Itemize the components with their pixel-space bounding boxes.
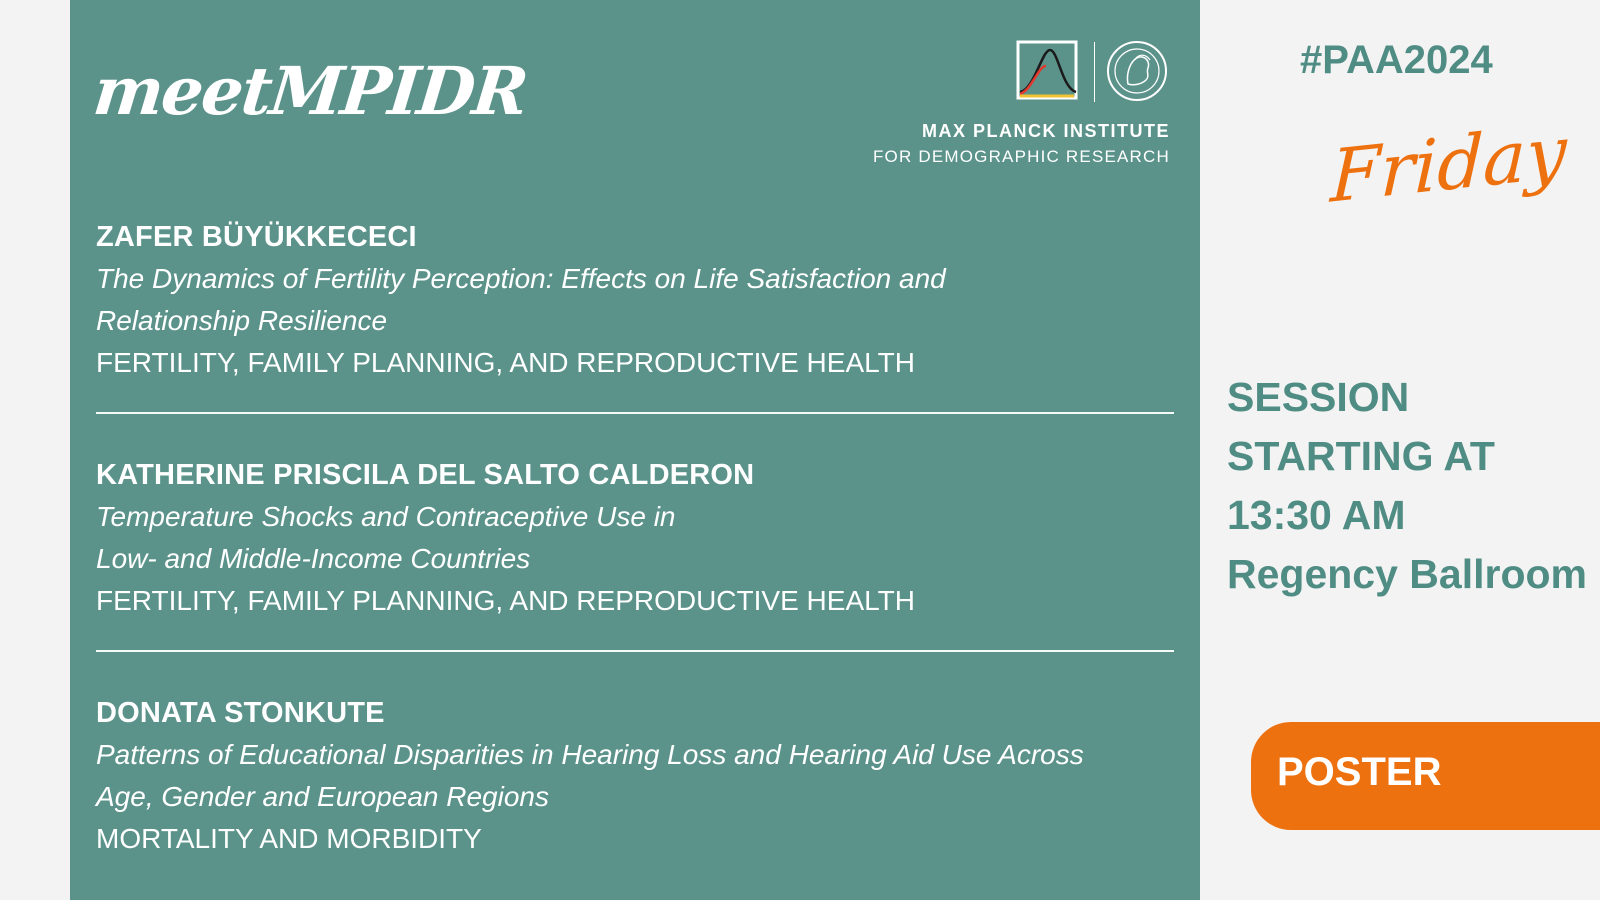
presentation-topic: FERTILITY, FAMILY PLANNING, AND REPRODUCTIVE HEALTH xyxy=(96,347,915,378)
author-name: KATHERINE PRISCILA DEL SALTO CALDERON xyxy=(96,459,755,491)
event-hashtag: #PAA2024 xyxy=(1300,38,1493,82)
presentation-item xyxy=(96,692,1176,860)
poster-badge xyxy=(1251,722,1600,830)
presentation-title: Temperature Shocks and Contraceptive Use in xyxy=(96,501,676,532)
session-label: SESSION xyxy=(1227,374,1410,420)
divider-line xyxy=(96,412,1174,414)
institute-subtitle: FOR DEMOGRAPHIC RESEARCH xyxy=(872,147,1170,166)
logo-divider xyxy=(1094,42,1095,102)
session-room: Regency Ballroom xyxy=(1227,551,1587,597)
presentation-title: Age, Gender and European Regions xyxy=(96,781,549,812)
presentation-topic: FERTILITY, FAMILY PLANNING, AND REPRODUCTIVE HEALTH xyxy=(96,585,915,616)
author-name: ZAFER BÜYÜKKECECI xyxy=(96,221,417,253)
presentation-title: Relationship Resilience xyxy=(96,305,388,336)
divider-line xyxy=(96,650,1174,652)
session-time: 13:30 AM xyxy=(1227,492,1406,538)
presentation-topic: MORTALITY AND MORBIDITY xyxy=(96,823,482,854)
brand-wordmark: meetMPIDR xyxy=(89,52,531,130)
day-label: Friday xyxy=(1329,109,1568,219)
presentation-item xyxy=(96,216,1176,384)
poster-badge-label: POSTER xyxy=(1277,750,1442,794)
presentation-title: The Dynamics of Fertility Perception: Effects on Life Satisfaction and xyxy=(96,263,946,294)
minerva-seal-icon xyxy=(1106,40,1168,102)
institute-name: MAX PLANCK INSTITUTE xyxy=(922,121,1170,141)
presentation-item xyxy=(96,454,1176,622)
author-name: DONATA STONKUTE xyxy=(96,697,385,729)
session-starting-label: STARTING AT xyxy=(1227,433,1495,479)
main-panel xyxy=(70,0,1200,900)
presentation-title: Low- and Middle-Income Countries xyxy=(96,543,531,574)
presentation-title: Patterns of Educational Disparities in Hearing Loss and Hearing Aid Use Across xyxy=(96,739,1084,770)
session-info xyxy=(1227,368,1597,604)
mpidr-logo-icon xyxy=(1016,40,1080,102)
presentation-list xyxy=(96,216,1176,860)
